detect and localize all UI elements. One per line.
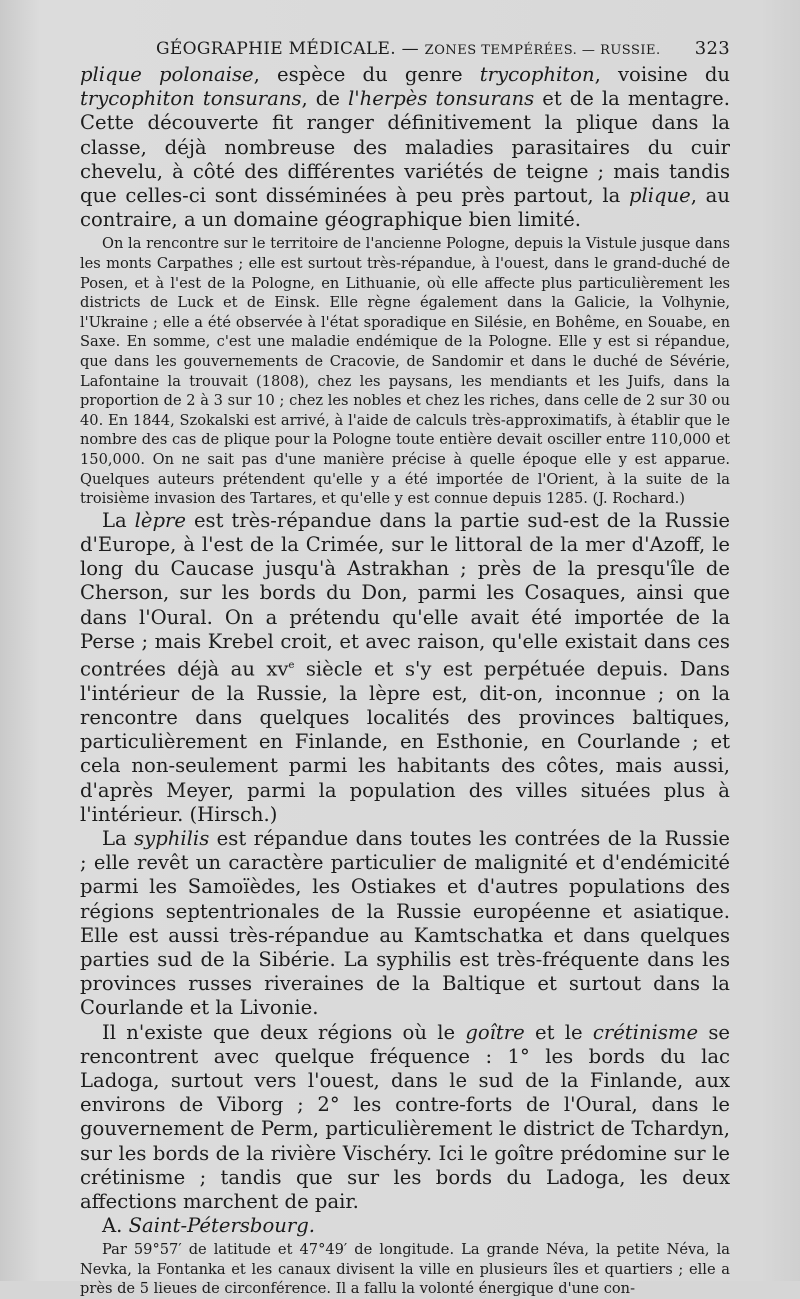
paragraph-lepre [80, 509, 730, 827]
running-head-left: GÉOGRAPHIE MÉDICALE. — [156, 39, 419, 59]
text-run: , de [301, 87, 348, 111]
text-run: est très-répandue dans la partie sud-est de la Russie d'Europe, à l'est de la Crimée, sur le littoral de la mer d'Azoff, le long du Caucase jusqu'à Astrakhan ; près de la presqu'île de Cherson, sur les bords du Don, parmi les Cosaques, ainsi que dans l'Oural. On a prétendu qu'elle avait été importée de la Perse ; mais Krebel croit, et avec raison, qu'elle existait dans ces contrées déjà au xv [80, 508, 731, 681]
century-superscript: e [288, 659, 295, 671]
section-title: Saint-Pétersbourg. [128, 1214, 315, 1238]
term-trycophiton: trycophiton [479, 63, 595, 86]
paragraph-plique [80, 63, 730, 232]
term-cretinisme: crétinisme [592, 1020, 699, 1044]
text-run: et de la mentagre. Cette découverte fit ranger définitivement la plique dans la classe, déjà nombreuse des maladies parasitaires du cuir chevelu, à côté des différentes variétés de teigne ; mais tandis que celles-ci sont disséminées à peu près partout, la [80, 87, 730, 208]
section-heading [80, 1214, 730, 1238]
text-run: Il n'existe que deux régions où le [102, 1020, 466, 1044]
running-head-section: ZONES TEMPÉRÉES. — RUSSIE. [424, 43, 661, 58]
text-run: La [102, 508, 135, 532]
running-head-title [156, 39, 661, 59]
term-plique-polonaise: plique polonaise [80, 63, 254, 86]
text-run: siècle et s'y est perpétuée depuis. Dans l'intérieur de la Russie, la lèpre est, dit-on, inconnue ; on la rencontre dans quelques localités des provinces baltiques, particulièrement en Finlande, en Esthonie, en Courlande ; et cela non-seulement parmi les habitants des côtes, mais aussi, d'après Meyer, parmi la population des villes situées plus à l'intérieur. (Hirsch.) [80, 657, 730, 826]
text-run: , au contraire, a un domaine géographique bien limité. [80, 184, 730, 232]
note-plique-geography: On la rencontre sur le territoire de l'ancienne Pologne, depuis la Vistule jusque dans les monts Carpathes ; elle est surtout très-répandue, à l'ouest, dans le grand-duché de Posen, et à l'est de la Pologne, en Lithuanie, où elle affecte plus particulièrement les districts de Luck et de Einsk. Elle règne également dans la Galicie, la Volhynie, l'Ukraine ; elle a été observée à l'état sporadique en Silésie, en Bohême, en Souabe, en Saxe. En somme, c'est une maladie endémique de la Pologne. Elle y est si répandue, que dans les gouvernements de Cracovie, de Sandomir et dans le duché de Sévérie, Lafontaine la trouvait (1808), chez les paysans, les mendiants et les Juifs, dans la proportion de 2 à 3 sur 10 ; chez les nobles et chez les riches, dans celle de 2 sur 30 ou 40. En 1844, Szokalski est arrivé, à l'aide de calculs très-approximatifs, à établir que le nombre des cas de plique pour la Pologne toute entière devait osciller entre 110,000 et 150,000. On ne sait pas d'une manière précise à quelle époque elle y est apparue. Quelques auteurs prétendent qu'elle y a été importée de l'Orient, à la suite de la troisième invasion des Tartares, et qu'elle y est connue depuis 1285. (J. Rochard.) [80, 235, 730, 508]
section-label: A. [102, 1214, 123, 1238]
term-trycophiton-tonsurans: trycophiton tonsurans [80, 87, 302, 111]
text-run: , espèce du genre [253, 63, 480, 86]
text-run: et le [524, 1020, 593, 1044]
term-plique: plique [628, 184, 691, 208]
term-syphilis: syphilis [134, 826, 210, 850]
text-run: La [102, 826, 135, 850]
term-goitre: goître [465, 1020, 525, 1044]
text-run: se rencontrent avec quelque fréquence : 1° les bords du lac Ladoga, surtout vers l'ouest, dans le sud de la Finlande, aux environs de Viborg ; 2° les contre-forts de l'Oural, dans le gouvernement de Perm, particulièrement le district de Tchardyn, sur les bords de la rivière Vischéry. Ici le goître prédomine sur le crétinisme ; tandis que sur les bords du Ladoga, les deux affections marchent de pair. [80, 1020, 730, 1213]
note-saint-petersbourg: Par 59°57′ de latitude et 47°49′ de longitude. La grande Néva, la petite Néva, la Nevka, la Fontanka et les canaux divisent la ville en plusieurs îles et quartiers ; elle a près de 5 lieues de circonférence. Il a fallu la volonté énergique d'une con- [80, 1241, 730, 1298]
paragraph-syphilis [80, 827, 730, 1021]
running-head [156, 38, 730, 59]
text-run: , voisine du [594, 63, 730, 86]
text-run: est répandue dans toutes les contrées de la Russie ; elle revêt un caractère particulier de malignité et d'endémicité parmi les Samoïèdes, les Ostiakes et d'autres populations des régions septentrionales de la Russie européenne et asiatique. Elle est aussi très-répandue au Kamtschatka et dans quelques parties sud de la Sibérie. La syphilis est très-fréquente dans les provinces russes riveraines de la Baltique et surtout dans la Courlande et la Livonie. [80, 826, 730, 1020]
paragraph-goitre [80, 1021, 730, 1215]
term-lepre: lèpre [134, 508, 187, 532]
page-number: 323 [694, 38, 730, 59]
term-herpes-tonsurans: l'herpès tonsurans [348, 87, 535, 111]
